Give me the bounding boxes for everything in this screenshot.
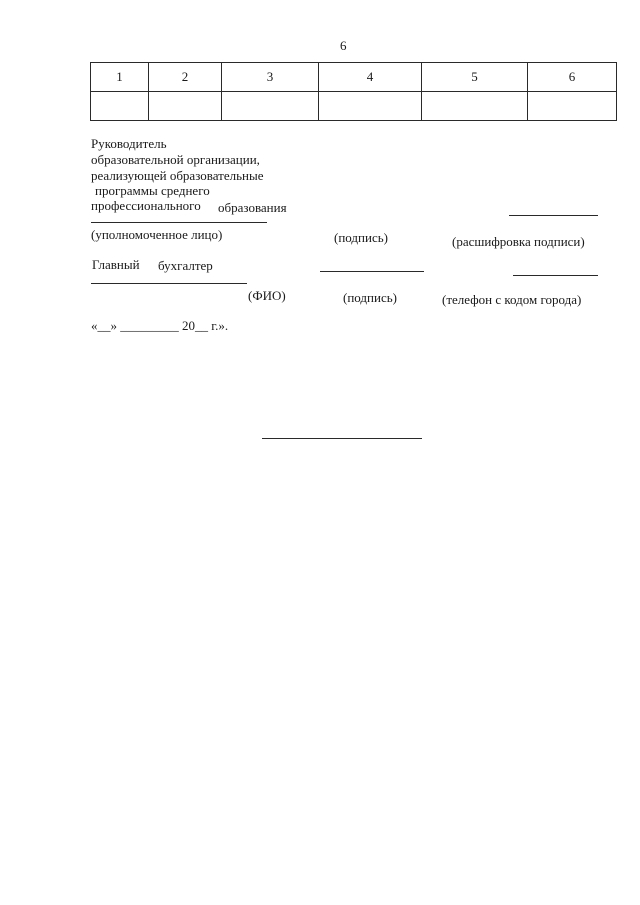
full-name-caption: (ФИО) [248,288,286,303]
table-cell [222,92,319,121]
head-title-line4: программы среднего [95,183,210,198]
table-cell [528,92,617,121]
columns-table [90,62,617,121]
date-line: «__» _________ 20__ г.». [91,318,229,333]
signature-transcript-caption: (расшифровка подписи) [452,234,585,249]
table-row [91,92,617,121]
table-cell [319,92,422,121]
authorized-person-caption: (уполномоченное лицо) [91,227,223,242]
signature-transcript-line [509,215,598,216]
table-header-row [91,63,617,92]
table-cell [149,92,222,121]
head-title-line5b: образования [218,200,287,215]
table-header-cell: 5 [422,63,528,92]
signature-caption-1: (подпись) [334,230,388,245]
chief-accountant-word2: бухгалтер [158,258,213,273]
head-title-line5a: профессионального [91,198,201,213]
table-cell [91,92,149,121]
chief-signature-line [320,271,424,272]
full-name-line [91,283,247,284]
phone-caption: (телефон с кодом города) [442,292,582,307]
phone-line [513,275,598,276]
head-title-line1: Руководитель [91,136,167,151]
head-title-line2: образовательной организации, [91,152,260,167]
table-header-cell: 1 [91,63,149,92]
closing-separator [262,438,422,439]
signature-caption-2: (подпись) [343,290,397,305]
table-cell [422,92,528,121]
authorized-person-line [91,222,267,223]
page-number: 6 [340,38,347,53]
table-header-cell: 4 [319,63,422,92]
table-header-cell: 3 [222,63,319,92]
head-title-line3: реализующей образовательные [91,168,264,183]
table-header-cell: 6 [528,63,617,92]
chief-accountant-word1: Главный [92,257,140,272]
table-header-cell: 2 [149,63,222,92]
